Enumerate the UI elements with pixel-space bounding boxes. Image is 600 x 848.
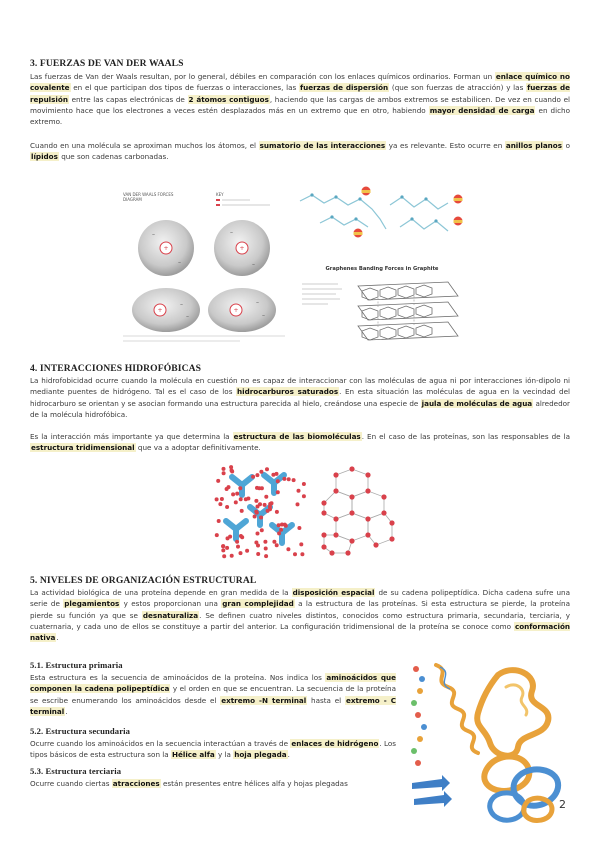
water-molecule [271, 473, 275, 477]
water-molecule [259, 470, 263, 474]
water-molecule [225, 546, 229, 550]
graphite-title: Graphenes Banding Forces in Graphite [325, 266, 439, 272]
water-molecule [234, 500, 238, 504]
svg-text:–: – [262, 312, 265, 319]
svg-text:+: + [233, 307, 239, 314]
water-molecule [297, 489, 301, 493]
water-molecule [275, 510, 279, 514]
svg-text:+: + [157, 307, 163, 314]
section-heading-hydrophobic: 4. INTERACCIONES HIDROFÓBICAS [30, 363, 202, 374]
water-molecule [220, 497, 224, 501]
water-molecule [292, 478, 296, 482]
bold-term: hidrocarburos saturados [237, 387, 339, 397]
lipid-molecules-figure [290, 183, 470, 245]
water-molecule [255, 473, 259, 477]
water-molecule [302, 494, 306, 498]
graphite-figure [298, 262, 466, 350]
bold-term: fuerzas de repulsión [30, 83, 571, 104]
water-molecule [297, 526, 301, 530]
water-molecule [254, 510, 258, 514]
water-molecule [349, 466, 354, 471]
water-molecule [293, 552, 297, 556]
bold-term: anillos planos [505, 141, 563, 150]
water-molecule [287, 477, 291, 481]
water-molecule [280, 523, 284, 527]
diagram-subtitle: DIAGRAM [123, 197, 142, 202]
paragraph-structural-levels: La actividad biológica de una proteína depende en gran medida de la disposición espacial de su cadena polipeptídica. Dicha cadena sufre una serie de plegamientos y estos proporcionan una gran complejidad a la estructura de las proteínas. Si esta estructura se pierde, la proteína pierde su función ya que se desnaturaliza. Se definen cuatro niveles distintos, conocidos como estructura primaria, secundaria, terciaria, y cuaternaria, y cada uno de ellos se constituye a partir del anterior. La configuración tridimensional de la proteína se conoce como conformación nativa. [30, 588, 571, 643]
water-molecule [333, 532, 338, 537]
water-molecule [235, 540, 239, 544]
water-molecule [251, 475, 255, 479]
svg-text:+: + [163, 245, 169, 252]
bold-term: mayor densidad de carga [429, 105, 535, 115]
svg-text:–: – [178, 259, 181, 266]
paragraph-secondary-structure: Ocurre cuando los aminoácidos en la secuencia interactúan a través de enlaces de hidrógeno. Los tipos básicos de esta estructura son la Hélice alfa y la hoja plegada. [30, 739, 396, 760]
bold-term: gran complejidad [222, 599, 294, 609]
subheading-secondary-structure: 5.2. Estructura secundaria [30, 726, 130, 736]
water-molecule [253, 515, 257, 519]
bold-term: lípidos [31, 152, 58, 162]
water-molecule [349, 538, 354, 543]
water-molecule [302, 482, 306, 486]
water-molecule [277, 531, 281, 535]
water-molecule [276, 490, 280, 494]
water-molecule [321, 510, 326, 515]
water-molecule [270, 501, 274, 505]
water-molecule [257, 486, 261, 490]
water-molecule [321, 544, 326, 549]
water-cage-figure [318, 463, 396, 557]
water-molecule [381, 510, 386, 515]
water-molecule [227, 485, 231, 489]
water-molecule [282, 477, 286, 481]
water-molecule [215, 533, 219, 537]
page-number: 2 [559, 798, 566, 811]
water-molecule [389, 536, 394, 541]
water-molecule [256, 544, 260, 548]
water-molecule [239, 497, 243, 501]
water-molecule [235, 492, 239, 496]
water-molecule [259, 516, 263, 520]
svg-text:–: – [256, 299, 259, 306]
bold-term: fuerzas de dispersión [300, 83, 389, 93]
bold-term: jaula de moléculas de agua [421, 398, 533, 408]
water-molecule [333, 516, 338, 521]
water-molecule [217, 519, 221, 523]
quaternary-blob [484, 757, 558, 821]
water-molecule [231, 492, 235, 496]
bold-term: hoja plegada [234, 750, 287, 760]
water-molecule [230, 554, 234, 558]
svg-text:+: + [239, 245, 245, 252]
water-molecule [222, 554, 226, 558]
alpha-helix [436, 665, 478, 753]
water-molecule [226, 536, 230, 540]
diagram-title: VAN DER WAALS FORCES [123, 192, 174, 197]
diagram-key-label: KEY [216, 192, 224, 197]
water-molecule [373, 542, 378, 547]
bold-term: extremo -N terminal [221, 695, 307, 705]
water-molecule [276, 479, 280, 483]
water-molecule [365, 532, 370, 537]
bold-term: disposición espacial [292, 588, 375, 597]
water-molecule [263, 503, 267, 507]
water-molecule [333, 472, 338, 477]
bold-term: estructura tridimensional [31, 443, 135, 453]
water-molecule [277, 523, 281, 527]
paragraph-tertiary-structure: Ocurre cuando ciertas atracciones están presentes entre hélices alfa y hojas plegadas [30, 779, 348, 788]
water-molecule [286, 547, 290, 551]
water-molecule [272, 540, 276, 544]
subheading-tertiary-structure: 5.3. Estructura terciaria [30, 766, 122, 776]
water-molecule [256, 532, 260, 536]
water-molecule [345, 550, 350, 555]
paragraph-hydrophobic-1: La hidrofobicidad ocurre cuando la molécula en cuestión no es capaz de interaccionar con las moléculas de agua ni por interacciones ión-dipolo ni mediante puentes de hidrógeno. Tal es el caso de los hidrocarburos saturados. En esta situación las moléculas de agua en la vecindad del hidrocarburo se orientan y se asocian formando una estructura parecida al hielo, creándose una especie de jaula de moléculas de agua alrededor de la molécula hidrofóbica. [30, 376, 571, 419]
water-molecule [279, 528, 283, 532]
bold-term: atracciones [112, 779, 160, 788]
water-molecule [275, 543, 279, 547]
bold-term: desnaturaliza [142, 610, 199, 620]
paragraph-primary-structure: Esta estructura es la secuencia de aminoácidos de la proteína. Nos indica los aminoácidos que componen la cadena polipeptídica y el orden en que se encuentran. La secuencia de la proteína se escribe enumerando los aminoácidos desde el extremo -N terminal hasta el extremo - C terminal. [30, 673, 397, 716]
water-molecule [349, 510, 354, 515]
svg-text:–: – [180, 301, 183, 308]
water-molecule [221, 544, 225, 548]
hydrophobic-aggregation-figure [212, 463, 312, 561]
water-molecule [238, 486, 242, 490]
section-heading-structural-levels: 5. NIVELES DE ORGANIZACIÓN ESTRUCTURAL [30, 575, 257, 586]
tertiary-blob [477, 670, 548, 756]
water-molecule [264, 554, 268, 558]
subheading-primary-structure: 5.1. Estructura primaria [30, 660, 123, 670]
water-molecule [225, 505, 229, 509]
graphene-layers [358, 282, 458, 340]
bold-term: estructura de las biomoléculas [233, 432, 361, 441]
svg-text:–: – [230, 229, 233, 236]
svg-text:–: – [152, 231, 155, 238]
water-molecule [215, 497, 219, 501]
bold-term: 2 átomos contiguos [188, 94, 269, 104]
water-molecule [265, 467, 269, 471]
bold-term: Hélice alfa [171, 750, 215, 760]
bold-term: sumatorio de las interacciones [259, 141, 386, 150]
water-molecule [264, 547, 268, 551]
bold-term: extremo - C terminal [30, 695, 397, 716]
paragraph-van-der-waals-2: Cuando en una molécula se aproximan muchos los átomos, el sumatorio de las interacciones ya es relevante. Esto ocurre en anillos planos o lípidos que son cadenas carbonadas. [30, 141, 570, 162]
water-molecule [389, 520, 394, 525]
water-molecule [321, 500, 326, 505]
water-molecule [236, 545, 240, 549]
bold-term: conformación nativa [30, 621, 570, 643]
protein-structure-levels-figure [402, 655, 570, 825]
water-molecule [321, 532, 326, 537]
svg-text:–: – [252, 261, 255, 268]
water-molecule [216, 479, 220, 483]
paragraph-van-der-waals-1: Las fuerzas de Van der Waals resultan, por lo general, débiles en comparación con los enlaces químicos ordinarios. Forman un enlace químico no covalente en el que participan dos tipos de fuerzas o interacciones, las fuerzas de dispersión (que son fuerzas de atracción) y las fuerzas de repulsión entre las capas electrónicas de 2 átomos contiguos, haciendo que las cargas de ambos extremos se estabilicen. De vez en cuando el movimiento hace que los electrones a veces estén desplazados más en un extremo que en otro, habiendo mayor densidad de carga en dicho extremo. [30, 72, 571, 127]
water-molecule [260, 528, 264, 532]
bold-term: enlace químico no covalente [30, 72, 570, 93]
water-molecule [349, 494, 354, 499]
water-molecule [218, 502, 222, 506]
water-molecule [264, 495, 268, 499]
water-molecule [365, 516, 370, 521]
water-molecule [299, 542, 303, 546]
hydrocarbon-molecule [264, 475, 284, 493]
water-molecule [222, 471, 226, 475]
water-molecule [254, 499, 258, 503]
water-molecule [240, 509, 244, 513]
water-molecule [268, 507, 272, 511]
water-molecule [256, 552, 260, 556]
bold-term: enlaces de hidrógeno [291, 739, 379, 748]
primary-chain-beads [411, 666, 427, 766]
van-der-waals-diagram [120, 186, 288, 348]
bold-term: aminoácidos que componen la cadena polipeptídica [30, 673, 396, 694]
water-molecule [263, 540, 267, 544]
hydrocarbon-molecule [232, 477, 252, 495]
svg-text:–: – [186, 313, 189, 320]
water-molecule [229, 465, 233, 469]
water-molecule [244, 497, 248, 501]
water-molecule [296, 502, 300, 506]
water-molecule [329, 550, 334, 555]
water-molecule [381, 494, 386, 499]
water-molecule [221, 548, 225, 552]
water-molecule [239, 551, 243, 555]
water-molecule [258, 502, 262, 506]
section-heading-van-der-waals: 3. FUERZAS DE VAN DER WAALS [30, 58, 184, 69]
water-molecule [245, 549, 249, 553]
paragraph-hydrophobic-2: Es la interacción más importante ya que determina la estructura de las biomoléculas. En el caso de las proteínas, son las responsables de la estructura tridimensional que va a adoptar definitivamente. [30, 432, 570, 453]
water-molecule [333, 488, 338, 493]
bold-term: plegamientos [64, 599, 120, 609]
water-molecule [365, 488, 370, 493]
water-molecule [365, 472, 370, 477]
water-molecule [222, 467, 226, 471]
water-molecule [300, 552, 304, 556]
water-molecule [239, 534, 243, 538]
beta-sheet-arrows [412, 775, 452, 807]
